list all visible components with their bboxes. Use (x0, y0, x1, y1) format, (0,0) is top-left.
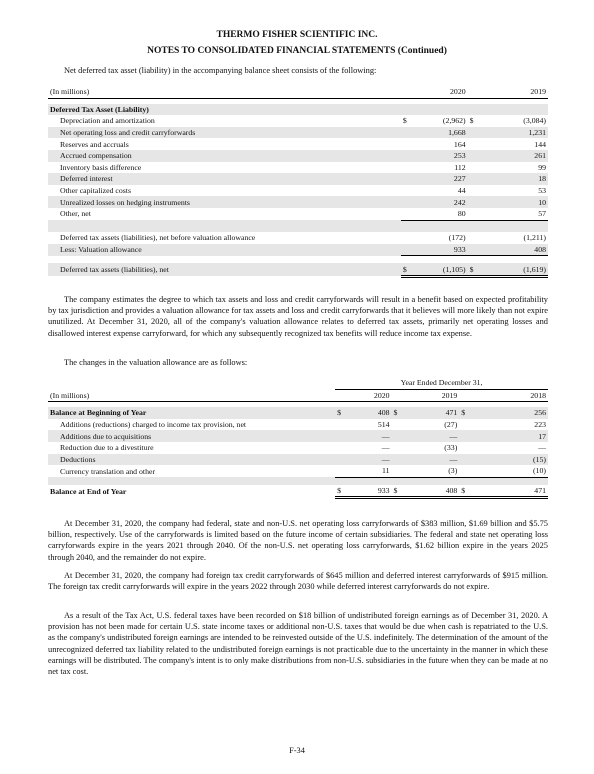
table-row: Unrealized losses on hedging instruments 242 10 (48, 196, 548, 208)
table-row: Accrued compensation 253 261 (48, 150, 548, 162)
table-header-row (48, 86, 548, 98)
table-row: Inventory basis difference 112 99 (60, 162, 546, 172)
table-row: Deductions — — (15) (48, 454, 548, 466)
section-title: NOTES TO CONSOLIDATED FINANCIAL STATEMENTS (Continued) (147, 46, 447, 56)
table-row-begin: Balance at Beginning of Year $ 408 $ 471 $ 256 (50, 408, 546, 418)
unit-label: (In millions) (48, 86, 401, 98)
table-row: Net operating loss and credit carryforwards 1,668 1,231 (48, 127, 548, 139)
period-header-row (48, 377, 548, 389)
col-header-2020: 2020 (347, 389, 392, 402)
table-row: Reserves and accruals 164 144 (60, 139, 546, 149)
table-row-subtotal: Deferred tax assets (liabilities), net before valuation allowance (172) (1,211) (60, 233, 546, 243)
table-header-row (48, 389, 548, 402)
tax-act-paragraph: As a result of the Tax Act, U.S. federal taxes have been recorded on $18 billion of undistributed foreign earnings as of December 31, 2020. A provision has not been made for certain U.S. state income taxes or additional non-U.S. taxes that would be due when cash is repatriated to the U.S. as the company's undistributed foreign earnings are intended to be reinvested outside of the U.S. indefinitely. The determination of the amount of the unrecognized deferred tax liability related to the undistributed foreign earnings is not practicable due to the uncertainty in the manner in which these earnings will be distributed. The company's intent is to only make distributions from non-U.S. subsidiaries in the future when they can be made at no net tax cost. (48, 611, 548, 677)
table-row: Other capitalized costs 44 53 (60, 186, 546, 196)
table-row-end: Balance at End of Year $ 933 $ 408 $ 471 (48, 485, 548, 498)
period-header: Year Ended December 31, (335, 377, 548, 389)
table-row: Other, net 80 57 (60, 209, 546, 219)
intro-paragraph-2: The changes in the valuation allowance are as follows: (64, 358, 248, 367)
unit-label: (In millions) (48, 389, 335, 402)
deferred-tax-table (48, 86, 548, 278)
valuation-allowance-table (48, 377, 548, 499)
table-row: Additions (reductions) charged to income tax provision, net 514 (27) 223 (60, 420, 546, 430)
section-row (48, 104, 548, 116)
table-row: Additions due to acquisitions — — 17 (48, 430, 548, 442)
col-header-2018: 2018 (471, 389, 548, 402)
table-row: Currency translation and other 11 (3) (10) (60, 466, 546, 476)
valuation-paragraph: The company estimates the degree to which tax assets and loss and credit carryforwards will result in a benefit based on expected profitability by tax jurisdiction and provides a valuation allowance for tax assets and loss and credit carryforwards that it believes will more likely than not expire unutilized. At December 31, 2020, all of the company's valuation allowance relates to deferred tax assets, primarily net operating losses and disallowed interest expense carryforward, for which any subsequently recognized tax benefits will reduce income tax expense. (48, 295, 548, 338)
table-row-valuation: Less: Valuation allowance 933 408 (48, 244, 548, 256)
page-number: F-34 (289, 746, 305, 755)
section-label: Deferred Tax Asset (Liability) (48, 104, 401, 116)
foreign-credit-paragraph: At December 31, 2020, the company had foreign tax credit carryforwards of $645 million and deferred interest carryforwards of $915 million. The foreign tax credit carryforwards will expire in the years 2022 through 2030 while deferred interest carryforwards do not expire. (48, 571, 548, 592)
table-row: Depreciation and amortization $ (2,962) $ (3,084) (60, 116, 546, 126)
col-header-2019: 2019 (403, 389, 459, 402)
table-row-total: Deferred tax assets (liabilities), net $ (1,105) $ (1,619) (48, 263, 548, 276)
col-header-2019: 2019 (479, 86, 548, 98)
table-row: Deferred interest 227 18 (48, 173, 548, 185)
intro-paragraph-1: Net deferred tax asset (liability) in the accompanying balance sheet consists of the following: (64, 66, 377, 75)
col-header-2020: 2020 (413, 86, 468, 98)
nol-paragraph: At December 31, 2020, the company had federal, state and non-U.S. net operating loss carryforwards of $383 million, $1.69 billion and $5.75 billion, respectively. Use of the carryforwards is limited based on the future income of certain subsidiaries. The federal and state net operating loss carryforwards expire in the years 2021 through 2040. Of the non-U.S. net operating loss carryforwards, $1.62 billion expire in the years 2025 through 2040, and the remainder do not expire. (48, 519, 548, 562)
company-title: THERMO FISHER SCIENTIFIC INC. (216, 30, 378, 40)
table-row: Reduction due to a divestiture — (33) — (60, 443, 546, 453)
